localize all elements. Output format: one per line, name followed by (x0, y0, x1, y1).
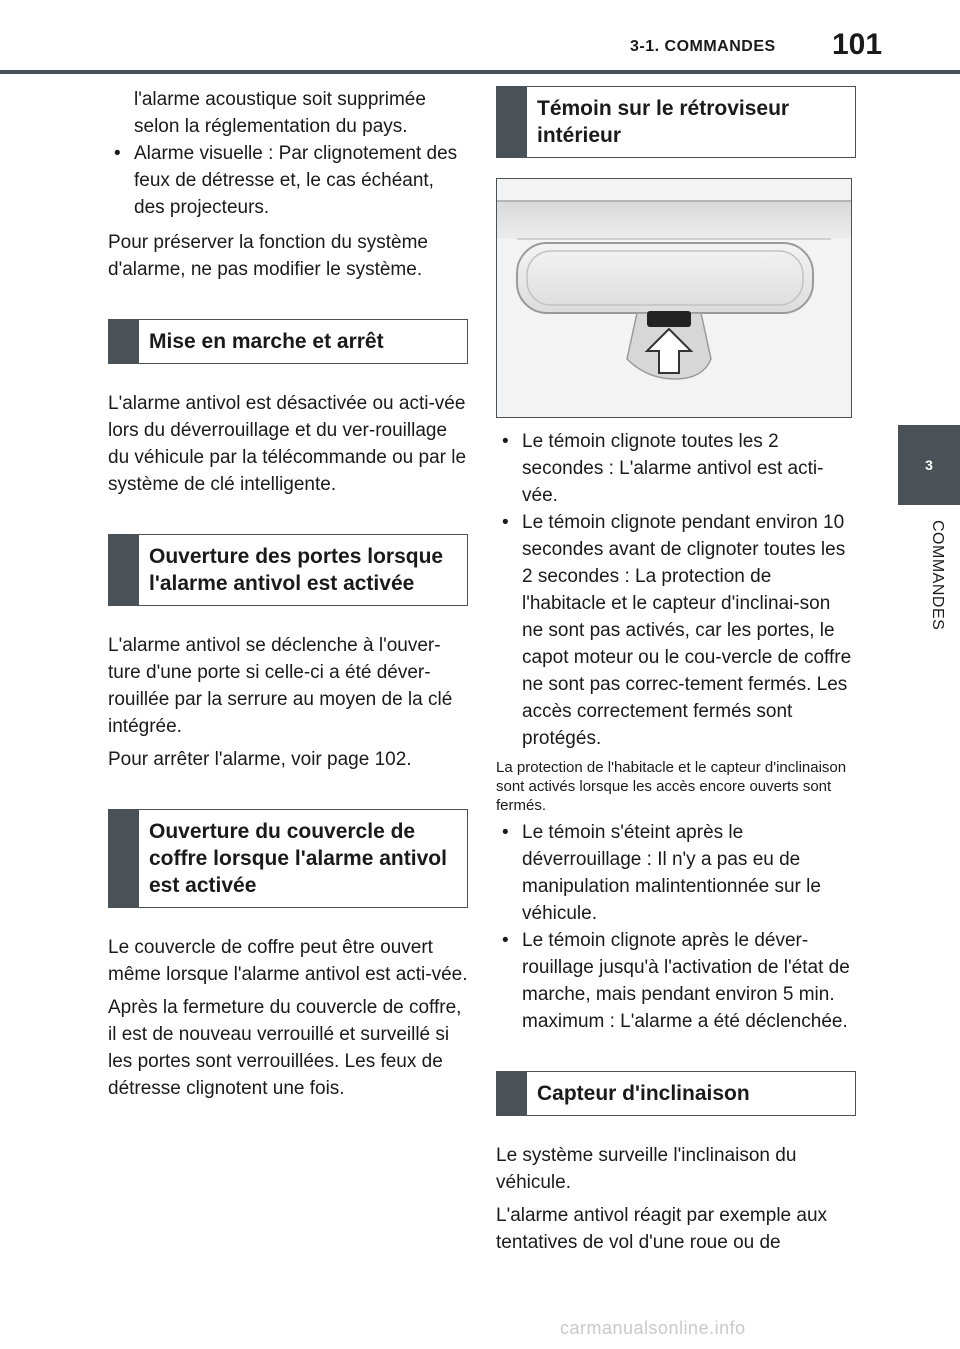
heading-bar (109, 810, 139, 907)
list-item-text: Alarme visuelle : Par clignotement des feux de détresse et, le cas échéant, des projecteurs. (134, 143, 458, 218)
list-item-text: Le témoin clignote toutes les 2 secondes : L'alarme antivol est acti-vée. (522, 431, 824, 506)
paragraph: Pour préserver la fonction du système d'alarme, ne pas modifier le système. (108, 232, 428, 280)
paragraph: L'alarme antivol réagit par exemple aux tentatives de vol d'une roue ou de (496, 1205, 828, 1253)
heading-bar (109, 535, 139, 605)
paragraph: L'alarme antivol est désactivée ou acti-vée lors du déverrouillage et du ver-rouillage du véhicule par la télécommande ou par le système de clé intelligente. (108, 393, 467, 495)
section-heading (108, 809, 468, 908)
paragraph: L'alarme antivol se déclenche à l'ouver-ture d'une porte si celle-ci a été déver-rouillée par la serrure au moyen de la clé intégrée. (108, 635, 453, 737)
heading-text: Mise en marche et arrêt (149, 330, 384, 353)
section-heading (496, 86, 856, 158)
note-text: La protection de l'habitacle et le capteur d'inclinaison sont activés lorsque les accès encore ouverts sont fermés. (496, 759, 847, 814)
bullet-dot: • (502, 431, 509, 452)
heading-text: Témoin sur le rétroviseur intérieur (537, 97, 790, 147)
left-column (108, 86, 468, 1108)
mirror-image (497, 179, 851, 417)
section-title: 3-1. COMMANDES (630, 38, 776, 55)
list-item (496, 428, 856, 509)
bullet-dot: • (502, 930, 509, 951)
section-heading (108, 319, 468, 364)
list-item-text: Le témoin clignote après le déver-rouillage jusqu'à l'activation de l'état de marche, mais pendant environ 5 min. maximum : L'alarme a été déclenchée. (522, 930, 850, 1032)
list-item-text: Le témoin clignote pendant environ 10 secondes avant de clignoter toutes les 2 secondes : La protection de l'habitacle et le capteur d'inclinai-son ne sont pas activés, car les portes, le capot moteur ou le cou-vercle de coffre ne sont pas correc-tement fermés. Les accès correctement fermés sont protégés. (522, 512, 852, 749)
list-item (496, 509, 856, 752)
chapter-tab: 3 (898, 425, 960, 505)
list-item (496, 819, 856, 927)
paragraph: Pour arrêter l'alarme, voir page 102. (108, 749, 412, 770)
bullet-dot: • (502, 512, 509, 533)
bullet-dot: • (114, 143, 121, 164)
paragraph: Le système surveille l'inclinaison du véhicule. (496, 1145, 797, 1193)
heading-text: Capteur d'inclinaison (537, 1082, 750, 1105)
heading-bar (497, 1072, 527, 1115)
paragraph: l'alarme acoustique soit supprimée selon la réglementation du pays. (134, 89, 426, 137)
page-number: 101 (832, 28, 883, 61)
list-item-text: Le témoin s'éteint après le déverrouillage : Il n'y a pas eu de manipulation malintentionnée sur le véhicule. (522, 822, 821, 924)
heading-text: Ouverture des portes lorsque l'alarme antivol est activée (149, 545, 444, 595)
section-heading (496, 1071, 856, 1116)
paragraph: Le couvercle de coffre peut être ouvert même lorsque l'alarme antivol est acti-vée. (108, 937, 468, 985)
chapter-label: COMMANDES (929, 520, 946, 631)
header-divider (0, 70, 960, 74)
bullet-dot: • (502, 822, 509, 843)
paragraph: Après la fermeture du couvercle de coffre, il est de nouveau verrouillé et surveillé si les portes sont verrouillées. Les feux de détresse clignotent une fois. (108, 997, 462, 1099)
watermark: carmanualsonline.info (560, 1318, 746, 1338)
right-column (496, 86, 856, 1262)
heading-text: Ouverture du couvercle de coffre lorsque l'alarme antivol est activée (149, 820, 447, 897)
mirror-illustration (496, 178, 852, 418)
list-item (108, 140, 468, 221)
heading-bar (497, 87, 527, 157)
list-item (496, 927, 856, 1035)
heading-bar (109, 320, 139, 363)
section-heading (108, 534, 468, 606)
